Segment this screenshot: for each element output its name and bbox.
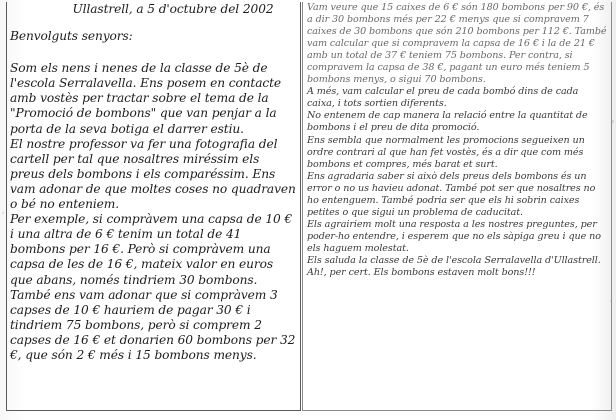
letter-right-column — [302, 2, 612, 411]
letter-paragraph: No entenem de cap manera la relació entre la quantitat de bombons i el preu de dita promoció. — [307, 110, 588, 134]
letter-paragraph: Vam veure que 15 caixes de 6 € són 180 bombons per 90 €, és a dir 30 bombons més per 22 € menys que si compravem 7 caixes de 30 bombons que són 210 bombons per 112 €. També vam calcular que si compravem la capsa de 16 € i la de 21 € amb un total de 37 € teniem 75 bombons. Per contra, si compravem la capsa de 38 €, pagant un euro més teniem 5 bombons menys, o sigui 70 bombons. — [307, 2, 607, 86]
letter-paragraph: Per exemple, si compràvem una capsa de 10 € i una altra de 6 € tenim un total de 41 bombons per 16 €. Però si compràvem una capsa de les de 16 €, mateix valor en euros que abans, només tindriem 30 bombons. — [10, 212, 293, 287]
scan-speckle — [610, 300, 612, 302]
letter-paragraph: També ens vam adonar que si compràvem 3 capses de 10 € hauriem de pagar 30 € i tindriem 75 bombons, però si comprem 2 capses de 16 € et donarien 60 bombons per 32 €, que són 2 € més i 15 bombons menys. — [10, 287, 296, 362]
scan-speckle — [611, 120, 614, 123]
letter-paragraph: El nostre professor va fer una fotografia del cartell per tal que nosaltres miréssim els preus dels bombons i els comparéssim. Ens vam adonar de que moltes coses no quadraven o bé no enteniem. — [10, 136, 296, 212]
letter-paragraph: Som els nens i nenes de la classe de 5è de l'escola Serralavella. Ens posem en contacte amb vostès per tractar sobre el tema de la "Promoció de bombons" que van penjar a la porta de la seva botiga el darrer estiu. — [10, 61, 282, 136]
letter-date-line: Ullastrell, a 5 d'octubre del 2002 — [72, 2, 274, 16]
letter-closing-note: Ah!, per cert. Els bombons estaven molt bons!!! — [307, 267, 536, 279]
letter-paragraph: Ens sembla que normalment les promocions segueixen un ordre contrari al que han fet vostès, és a dir que com més bombons et compres, més barat et surt. — [307, 134, 585, 170]
letter-paragraph: Els saluda la classe de 5è de l'escola Serralavella d'Ullastrell. — [307, 254, 601, 266]
letter-paragraph: A més, vam calcular el preu de cada bombó dins de cada caixa, i tots sortien diferents. — [307, 86, 579, 110]
letter-left-column — [6, 2, 301, 411]
scan-speckle — [2, 212, 4, 214]
letter-salutation: Benvolguts senyors: — [10, 29, 133, 44]
letter-paragraph: Ens agradaria saber si això dels preus dels bombons és un error o no us havieu adonat. També pot ser que nosaltres no ho entenguem. També podria ser que els hi sobrin caixes petites o que sigui un problema de caducitat. — [307, 170, 596, 218]
letter-paragraph: Els agrairiem molt una resposta a les nostres preguntes, per poder-ho entendre, i esperem que no els sàpiga greu i que no els haguem molestat. — [307, 218, 601, 254]
